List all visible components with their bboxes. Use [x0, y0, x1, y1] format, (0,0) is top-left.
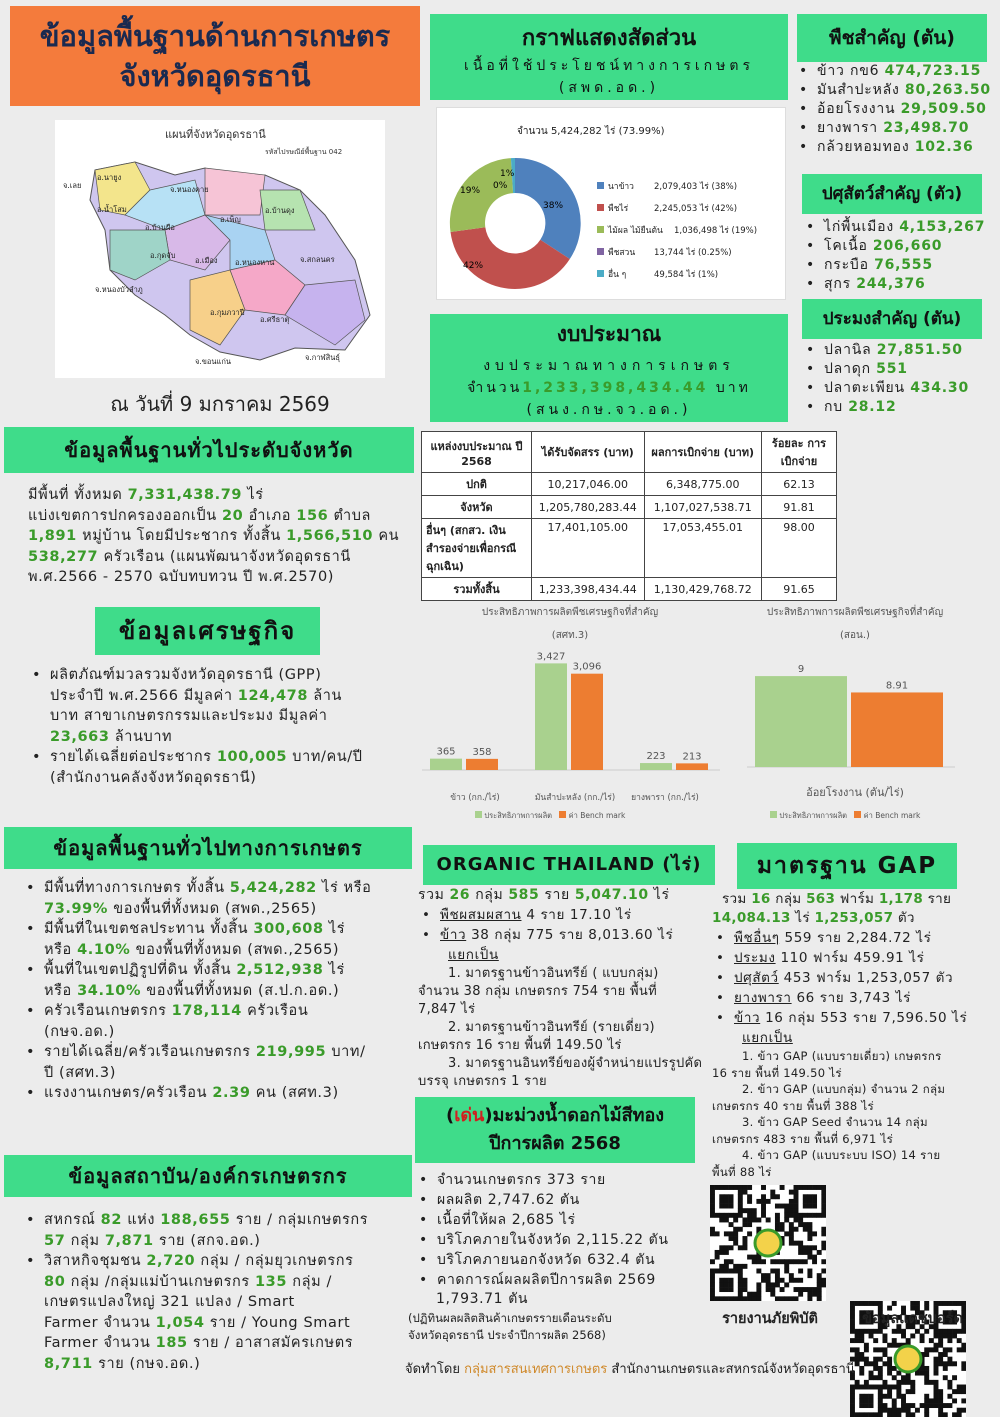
list-item: • มีพื้นที่ในเขตชลประทาน ทั้งสิ้น 300,608 ไร่ หรือ 4.10% ของพื้นที่ทั้งหมด (สพด.,2565): [22, 919, 422, 960]
pie-header: [430, 14, 788, 100]
map-label: จ.กาฬสินธุ์: [305, 353, 340, 362]
pie-label: 0%: [493, 181, 508, 191]
map-label: อ.นายูง: [97, 173, 122, 182]
legend-item: ไม้ผล ไม้ยืนต้น 1,036,498 ไร่ (19%): [597, 220, 757, 242]
x-tick-label: อ้อยโรงงาน (ตัน/ไร่): [806, 786, 904, 799]
list-item: • มีพื้นที่ทางการเกษตร ทั้งสิ้น 5,424,282 ไร่ หรือ 73.99% ของพื้นที่ทั้งหมด (สพด.,2565): [22, 878, 422, 919]
general-title: ข้อมูลพื้นฐานทั่วไประดับจังหวัด: [4, 427, 414, 473]
chart-subtitle: (สอน.): [840, 630, 870, 641]
bar-0-1: [535, 663, 567, 770]
table-header: แหล่งงบประมาณ ปี 2568 ได้รับจัดสรร (บาท) ผลการเบิกจ่าย (บาท) ร้อยละ การเบิกจ่าย: [422, 432, 837, 473]
budget-title: งบประมาณ: [556, 321, 662, 346]
main-title: [10, 6, 420, 106]
map-code: รหัสไปรษณีย์พื้นฐาน 042: [265, 148, 343, 156]
list-item: • คาดการณ์ผลผลิตปีการผลิต 2569: [415, 1270, 705, 1290]
list-item: • เนื้อที่ให้ผล 2,685 ไร่: [415, 1210, 705, 1230]
list-item: • กบ 28.12: [802, 398, 997, 417]
agri-list: [22, 878, 422, 1104]
fishery-list: [802, 341, 997, 417]
pie-chart: [436, 107, 786, 300]
data-label: 223: [646, 751, 666, 763]
budget-header: [430, 314, 788, 422]
data-label: 358: [472, 746, 492, 758]
bar-1-2: [676, 763, 708, 770]
pie-label: 1%: [500, 169, 515, 179]
pie-total: จำนวน 5,424,282 ไร่ (73.99%): [517, 126, 665, 137]
list-item: • สหกรณ์ 82 แห่ง 188,655 ราย / กลุ่มเกษตรกร 57 กลุ่ม 7,871 ราย (สกจ.อด.): [22, 1210, 422, 1251]
chart-legend: ประสิทธิภาพการผลิต ค่า Bench mark: [770, 810, 920, 822]
bar-chart-2: [735, 605, 975, 825]
bar-1-1: [571, 674, 603, 770]
table-row: จังหวัด 1,205,780,283.44 1,107,027,538.71 91.81: [422, 496, 837, 519]
table-row: รวมทั้งสิ้น 1,233,398,434.44 1,130,429,768.72 91.65: [422, 578, 837, 601]
report-date: ณ วันที่ 9 มกราคม 2569: [110, 392, 330, 416]
list-item: • แรงงานเกษตร/ครัวเรือน 2.39 คน (สศท.3): [22, 1083, 422, 1104]
list-item: • ข้าว กข6 474,723.15: [795, 62, 995, 81]
list-item: • มันสำปะหลัง 80,263.50: [795, 81, 995, 100]
pie-subtitle: เนื้อที่ใช้ประโยชน์ทางการเกษตร: [464, 58, 754, 74]
map-label: อ.บ้านดุง: [265, 206, 295, 215]
map-label: อ.น้ำโสม: [97, 205, 127, 214]
list-item: • บริโภคภายในจังหวัด 2,115.22 ตัน: [415, 1230, 705, 1250]
list-item: • ครัวเรือนเกษตรกร 178,114 ครัวเรือน (กษจ.อด.): [22, 1001, 422, 1042]
chart-title: ประสิทธิภาพการผลิตพืชเศรษฐกิจที่สำคัญ: [481, 607, 659, 618]
qr-logo-icon: [755, 1230, 781, 1256]
data-label: 213: [682, 751, 702, 763]
list-item: • อ้อยโรงงาน 29,509.50: [795, 100, 995, 119]
bar-chart-1: [420, 605, 720, 825]
livestock-title: ปศุสัตว์สำคัญ (ตัว): [802, 174, 982, 214]
chart-title: ประสิทธิภาพการผลิตพืชเศรษฐกิจที่สำคัญ: [766, 607, 944, 618]
organic-title: ORGANIC THAILAND (ไร่): [423, 845, 715, 885]
legend-item: อื่น ๆ 49,584 ไร่ (1%): [597, 264, 757, 286]
map-label: อ.กุมภวาปี: [210, 308, 245, 317]
list-item: • รายได้เฉลี่ยต่อประชากร 100,005 บาท/คน/ปี (สำนักงานคลังจังหวัดอุดรธานี): [28, 747, 418, 788]
qr-label-dashboard: ข้อมูลแดชบอร์ด: [862, 1311, 963, 1327]
pie-legend: [597, 176, 757, 286]
map-label: จ.เลย: [63, 181, 82, 190]
list-item: • ไก่พื้นเมือง 4,153,267: [802, 218, 997, 237]
bar-0-0: [430, 759, 462, 770]
data-label: 9: [797, 664, 805, 676]
province-map: [55, 120, 385, 378]
list-item: • กระบือ 76,555: [802, 256, 997, 275]
crops-list: [795, 62, 995, 157]
gap-title: มาตรฐาน GAP: [737, 843, 957, 889]
bar-0-0: [755, 676, 847, 767]
chart-subtitle: (สศท.3): [551, 630, 589, 641]
x-tick-label: ข้าว (กก./ไร่): [450, 793, 500, 803]
list-item: • ปลาตะเพียน 434.30: [802, 379, 997, 398]
data-label: 3,096: [572, 661, 602, 673]
pie-label: 42%: [463, 261, 484, 271]
chart-legend: ประสิทธิภาพการผลิต ค่า Bench mark: [475, 810, 625, 822]
map-label: อ.เมือง: [195, 256, 218, 265]
map-label: จ.สกลนคร: [300, 255, 335, 264]
map-label: อ.ศรีธาตุ: [260, 315, 290, 324]
map-label: จ.หนองคาย: [170, 185, 209, 194]
mango-title: (เด่น)มะม่วงน้ำดอกไม้สีทอง ปีการผลิต 2568: [415, 1097, 695, 1163]
footer: จัดทำโดย กลุ่มสารสนเทศการเกษตร สำนักงานเกษตรและสหกรณ์จังหวัดอุดรธานี: [405, 1362, 855, 1377]
list-item: • พื้นที่ในเขตปฏิรูปที่ดิน ทั้งสิ้น 2,512,938 ไร่ หรือ 34.10% ของพื้นที่ทั้งหมด (ส.ป.ก.อด.): [22, 960, 422, 1001]
legend-item: พืชไร่ 2,245,053 ไร่ (42%): [597, 198, 757, 220]
crops-title: พืชสำคัญ (ตัน): [797, 14, 987, 62]
general-text: มีพื้นที่ ทั้งหมด 7,331,438.79 ไร่ แบ่งเขตการปกครองออกเป็น 20 อำเภอ 156 ตำบล 1,891 หมู่บ้าน โดยมีประชากร ทั้งสิ้น 1,566,510 คน 538,277 ครัวเรือน (แผนพัฒนาจังหวัดอุดรธานี พ.ศ.2566 - 2570 ฉบับทบทวน ปี พ.ศ.2570): [28, 487, 400, 585]
bar-1-0: [466, 759, 498, 770]
map-label: จ.ขอนแก่น: [195, 357, 232, 366]
bar-0-2: [640, 763, 672, 770]
inst-title: ข้อมูลสถาบัน/องค์กรเกษตรกร: [4, 1155, 412, 1197]
budget-source: (สนง.กษ.จว.อด.): [526, 402, 692, 418]
economy-title: ข้อมูลเศรษฐกิจ: [95, 607, 320, 655]
title-line1: ข้อมูลพื้นฐานด้านการเกษตร: [39, 19, 391, 53]
list-item: • กล้วยหอมทอง 102.36: [795, 138, 995, 157]
mango-forecast: 1,793.71 ตัน: [436, 1291, 529, 1307]
table-row: ปกติ 10,217,046.00 6,348,775.00 62.13: [422, 473, 837, 496]
list-item: • จำนวนเกษตรกร 373 ราย: [415, 1170, 705, 1190]
list-item: • ผลผลิต 2,747.62 ตัน: [415, 1190, 705, 1210]
qr-label-disaster: รายงานภัยพิบัติ: [722, 1311, 818, 1327]
map-label: อ.บ้านผือ: [145, 223, 175, 232]
list-item: • วิสาหกิจชุมชน 2,720 กลุ่ม / กลุ่มยุวเกษตรกร 80 กลุ่ม /กลุ่มแม่บ้านเกษตรกร 135 กลุ่ม / เกษตรแปลงใหญ่ 321 แปลง / Smart Farmer จำนวน 1,054 ราย / Young Smart Farmer จำนวน 185 ราย / อาสาสมัครเกษตร 8,711 ราย (กษจ.อด.): [22, 1251, 422, 1374]
inst-list: [22, 1210, 422, 1374]
map-label: อ.กุดจับ: [150, 251, 176, 260]
title-line2: จังหวัดอุดรธานี: [119, 59, 311, 93]
list-item: • ยางพารา 23,498.70: [795, 119, 995, 138]
map-label: อ.เพ็ญ: [220, 215, 241, 224]
list-item: • โคเนื้อ 206,660: [802, 237, 997, 256]
data-label: 365: [436, 746, 456, 758]
budget-table: [421, 431, 837, 601]
data-label: 8.91: [885, 680, 909, 692]
x-tick-label: ยางพารา (กก./ไร่): [631, 793, 699, 803]
fishery-title: ประมงสำคัญ (ตัน): [802, 299, 982, 339]
livestock-list: [802, 218, 997, 294]
bar-1-0: [851, 692, 943, 767]
x-tick-label: มันสำปะหลัง (กก./ไร่): [534, 793, 616, 803]
pie-source: (สพด.อด.): [558, 80, 660, 96]
map-title: แผนที่จังหวัดอุดรธานี: [165, 128, 266, 141]
qr-code-disaster[interactable]: [710, 1185, 826, 1301]
mango-note: (ปฏิทินผลผลิตสินค้าเกษตรรายเดือนระดับ จังหวัดอุดรธานี ประจำปีการผลิต 2568): [408, 1311, 612, 1342]
table-row: อื่นๆ (สกสว. เงินสำรองจ่ายเพื่อกรณีฉุกเฉิน) 17,401,105.00 17,053,455.01 98.00: [422, 519, 837, 578]
list-item: • รายได้เฉลี่ย/ครัวเรือนเกษตรกร 219,995 บาท/ ปี (สศท.3): [22, 1042, 422, 1083]
gap-text: รวม 16 กลุ่ม 563 ฟาร์ม 1,178 ราย 14,084.13 ไร่ 1,253,057 ตัว • พืชอื่นๆ 559 ราย 2,284.72 ไร่ • ประมง 110 ฟาร์ม 459.91 ไร่ • ปศุสัตว์ 453 ฟาร์ม 1,253,057 ตัว • ยางพารา 66 ราย 3,743 ไร่ • ข้าว 16 กลุ่ม 553 ราย 7,596.50 ไร่ แยกเป็น 1. ข้าว GAP (แบบรายเดี่ยว) เกษตรกร 16 ราย พื้นที่ 149.50 ไร่ 2. ข้าว GAP (แบบกลุ่ม) จำนวน 2 กลุ่ม เกษตรกร 40 ราย พื้นที่ 388 ไร่ 3. ข้าว GAP Seed จำนวน 14 กลุ่ม เกษตรกร 483 ราย พื้นที่ 6,971 ไร่ 4. ข้าว GAP (แบบระบบ ISO) 14 ราย พื้นที่ 88 ไร่: [712, 890, 992, 1180]
mango-list: [415, 1170, 705, 1290]
budget-line2: จำนวน1,233,398,434.44 บาท: [467, 380, 751, 396]
list-item: • ปลานิล 27,851.50: [802, 341, 997, 360]
pie-label: 19%: [460, 186, 481, 196]
list-item: • ผลิตภัณฑ์มวลรวมจังหวัดอุดรธานี (GPP) ประจำปี พ.ศ.2566 มีมูลค่า 124,478 ล้าน บาท สาขาเกษตรกรรมและประมง มีมูลค่า 23,663 ล้านบาท: [28, 665, 418, 747]
data-label: 3,427: [536, 651, 566, 663]
pie-svg: [445, 153, 585, 293]
organic-text: รวม 26 กลุ่ม 585 ราย 5,047.10 ไร่ • พืชผสมผสาน 4 ราย 17.10 ไร่ • ข้าว 38 กลุ่ม 775 ราย 8,013.60 ไร่ แยกเป็น 1. มาตรฐานข้าวอินทรีย์ ( แบบกลุ่ม) จำนวน 38 กลุ่ม เกษตรกร 754 ราย พื้นที่ 7,847 ไร่ 2. มาตรฐานข้าวอินทรีย์ (รายเดี่ยว) เกษตรกร 16 ราย พื้นที่ 149.50 ไร่ 3. มาตรฐานอินทรีย์ของผู้จำหน่ายแปรรูปคัด บรรจุ เกษตรกร 1 ราย: [418, 885, 718, 1091]
legend-item: นาข้าว 2,079,403 ไร่ (38%): [597, 176, 757, 198]
list-item: • สุกร 244,376: [802, 275, 997, 294]
agri-title: ข้อมูลพื้นฐานทั่วไปทางการเกษตร: [4, 827, 412, 869]
budget-line1: งบประมาณทางการเกษตร: [483, 358, 735, 374]
map-label: จ.หนองบัวลำภู: [95, 285, 143, 294]
list-item: • บริโภคภายนอกจังหวัด 632.4 ตัน: [415, 1250, 705, 1270]
pie-label: 38%: [543, 201, 564, 211]
pie-title: กราฟแสดงสัดส่วน: [521, 25, 697, 51]
map-label: อ.หนองหาน: [235, 258, 275, 267]
list-item: • ปลาดุก 551: [802, 360, 997, 379]
economy-list: [28, 665, 418, 788]
legend-item: พืชสวน 13,744 ไร่ (0.25%): [597, 242, 757, 264]
